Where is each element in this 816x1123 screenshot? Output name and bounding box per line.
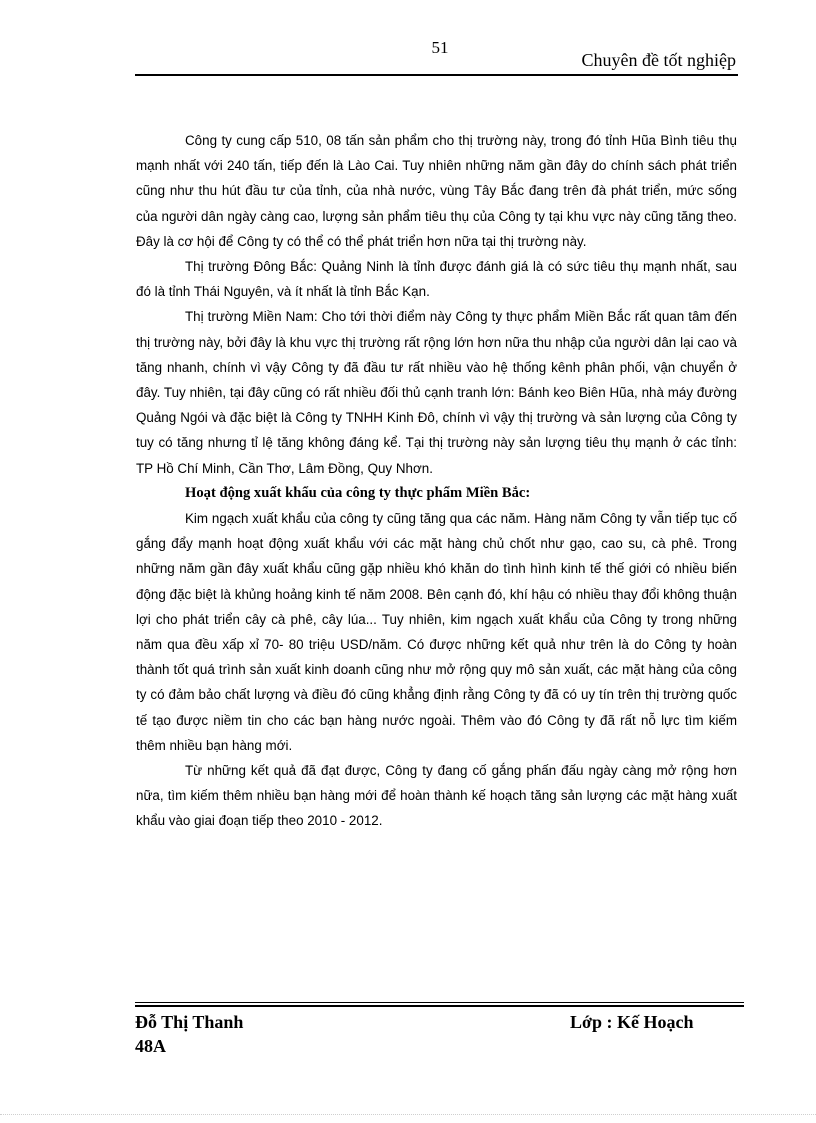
paragraph-ket-luan: Từ những kết quả đã đạt được, Công ty đang cố gắng phấn đấu ngày càng mở rộng hơn nữa, tìm kiếm thêm nhiều bạn hàng mới để hoàn thành kế hoạch tăng sản lượng các mặt hàng xuất khẩu vào giai đoạn tiếp theo 2010 - 2012.	[136, 763, 737, 829]
page-number: 51	[431, 38, 449, 57]
paragraph-kim-ngach: Kim ngạch xuất khẩu của công ty cũng tăng qua các năm. Hàng năm Công ty vẫn tiếp tục cố gắng đẩy mạnh hoạt động xuất khẩu với các mặt hàng chủ chốt như gạo, cao su, cà phê. Trong những năm gần đây xuất khẩu cũng gặp nhiều khó khăn do tình hình kinh tế thế giới có nhiều biến động đặc biệt là khủng hoảng kinh tế năm 2008. Bên cạnh đó, khí hậu có nhiều thay đổi không thuận lợi cho phát triển cây cà phê, cây lúa... Tuy nhiên, kim ngạch xuất khẩu của Công ty trong những năm qua đều xấp xỉ 70- 80 triệu USD/năm. Có được những kết quả như trên là do Công ty hoàn thành tốt quá trình sản xuất kinh doanh cũng như mở rộng quy mô sản xuất, các mặt hàng của công ty có đảm bảo chất lượng và điều đó cũng khẳng định rằng Công ty đã có uy tín trên thị trường quốc tế tạo được niềm tin cho các bạn hàng nước ngoài. Thêm vào đó Công ty đã rất nỗ lực tìm kiếm thêm nhiều bạn hàng mới.	[136, 511, 737, 753]
header-title: Chuyên đề tốt nghiệp	[581, 50, 736, 70]
footer-author: Đỗ Thị Thanh	[135, 1012, 244, 1032]
section-heading: Hoạt động xuất khẩu của công ty thực phẩm Miền Bắc:	[185, 484, 531, 501]
footer-class-code: 48A	[135, 1036, 166, 1056]
paragraph-tay-bac: Công ty cung cấp 510, 08 tấn sản phẩm cho thị trường này, trong đó tỉnh Hũa Bình tiêu thụ mạnh nhất với 240 tấn, tiếp đến là Lào Cai. Tuy nhiên những năm gần đây do chính sách phát triển cũng như thu hút đầu tư của tỉnh, của nhà nước, vùng Tây Bắc đang trên đà phát triển, mức sống của người dân ngày càng cao, lượng sản phẩm tiêu thụ của Công ty tại khu vực này cũng tăng theo. Đây là cơ hội để Công ty có thể có thể phát triển hơn nữa tại thị trường này.	[136, 133, 737, 249]
body-text	[136, 128, 737, 834]
paragraph-mien-nam: Thị trường Miền Nam: Cho tới thời điểm này Công ty thực phẩm Miền Bắc rất quan tâm đến thị trường này, bởi đây là khu vực thị trường rất rộng lớn hơn nữa thu nhập của người dân lại cao và tăng nhanh, chính vì vậy Công ty đã đầu tư rất nhiều vào hệ thống kênh phân phối, vận chuyển ở đây. Tuy nhiên, tại đây cũng có rất nhiều đối thủ cạnh tranh lớn: Bánh keo Biên Hũa, nhà máy đường Quảng Ngói và đặc biệt là Công ty TNHH Kinh Đô, chính vì vậy thị trường và sản lượng của Công ty tuy có tăng nhưng tỉ lệ tăng không đáng kể. Tại thị trường này sản lượng tiêu thụ mạnh ở các tỉnh: TP Hồ Chí Minh, Cần Thơ, Lâm Đồng, Quy Nhơn.	[136, 309, 737, 476]
paragraph-dong-bac: Thị trường Đông Bắc: Quảng Ninh là tỉnh được đánh giá là có sức tiêu thụ mạnh nhất, sau đó là tỉnh Thái Nguyên, và ít nhất là tỉnh Bắc Kạn.	[136, 259, 737, 300]
page-edge	[0, 1114, 816, 1115]
header-rule	[135, 74, 738, 76]
footer-rule-bottom	[135, 1005, 744, 1007]
footer-rule-top	[135, 1002, 744, 1003]
footer-class: Lớp : Kế Hoạch	[570, 1012, 694, 1032]
